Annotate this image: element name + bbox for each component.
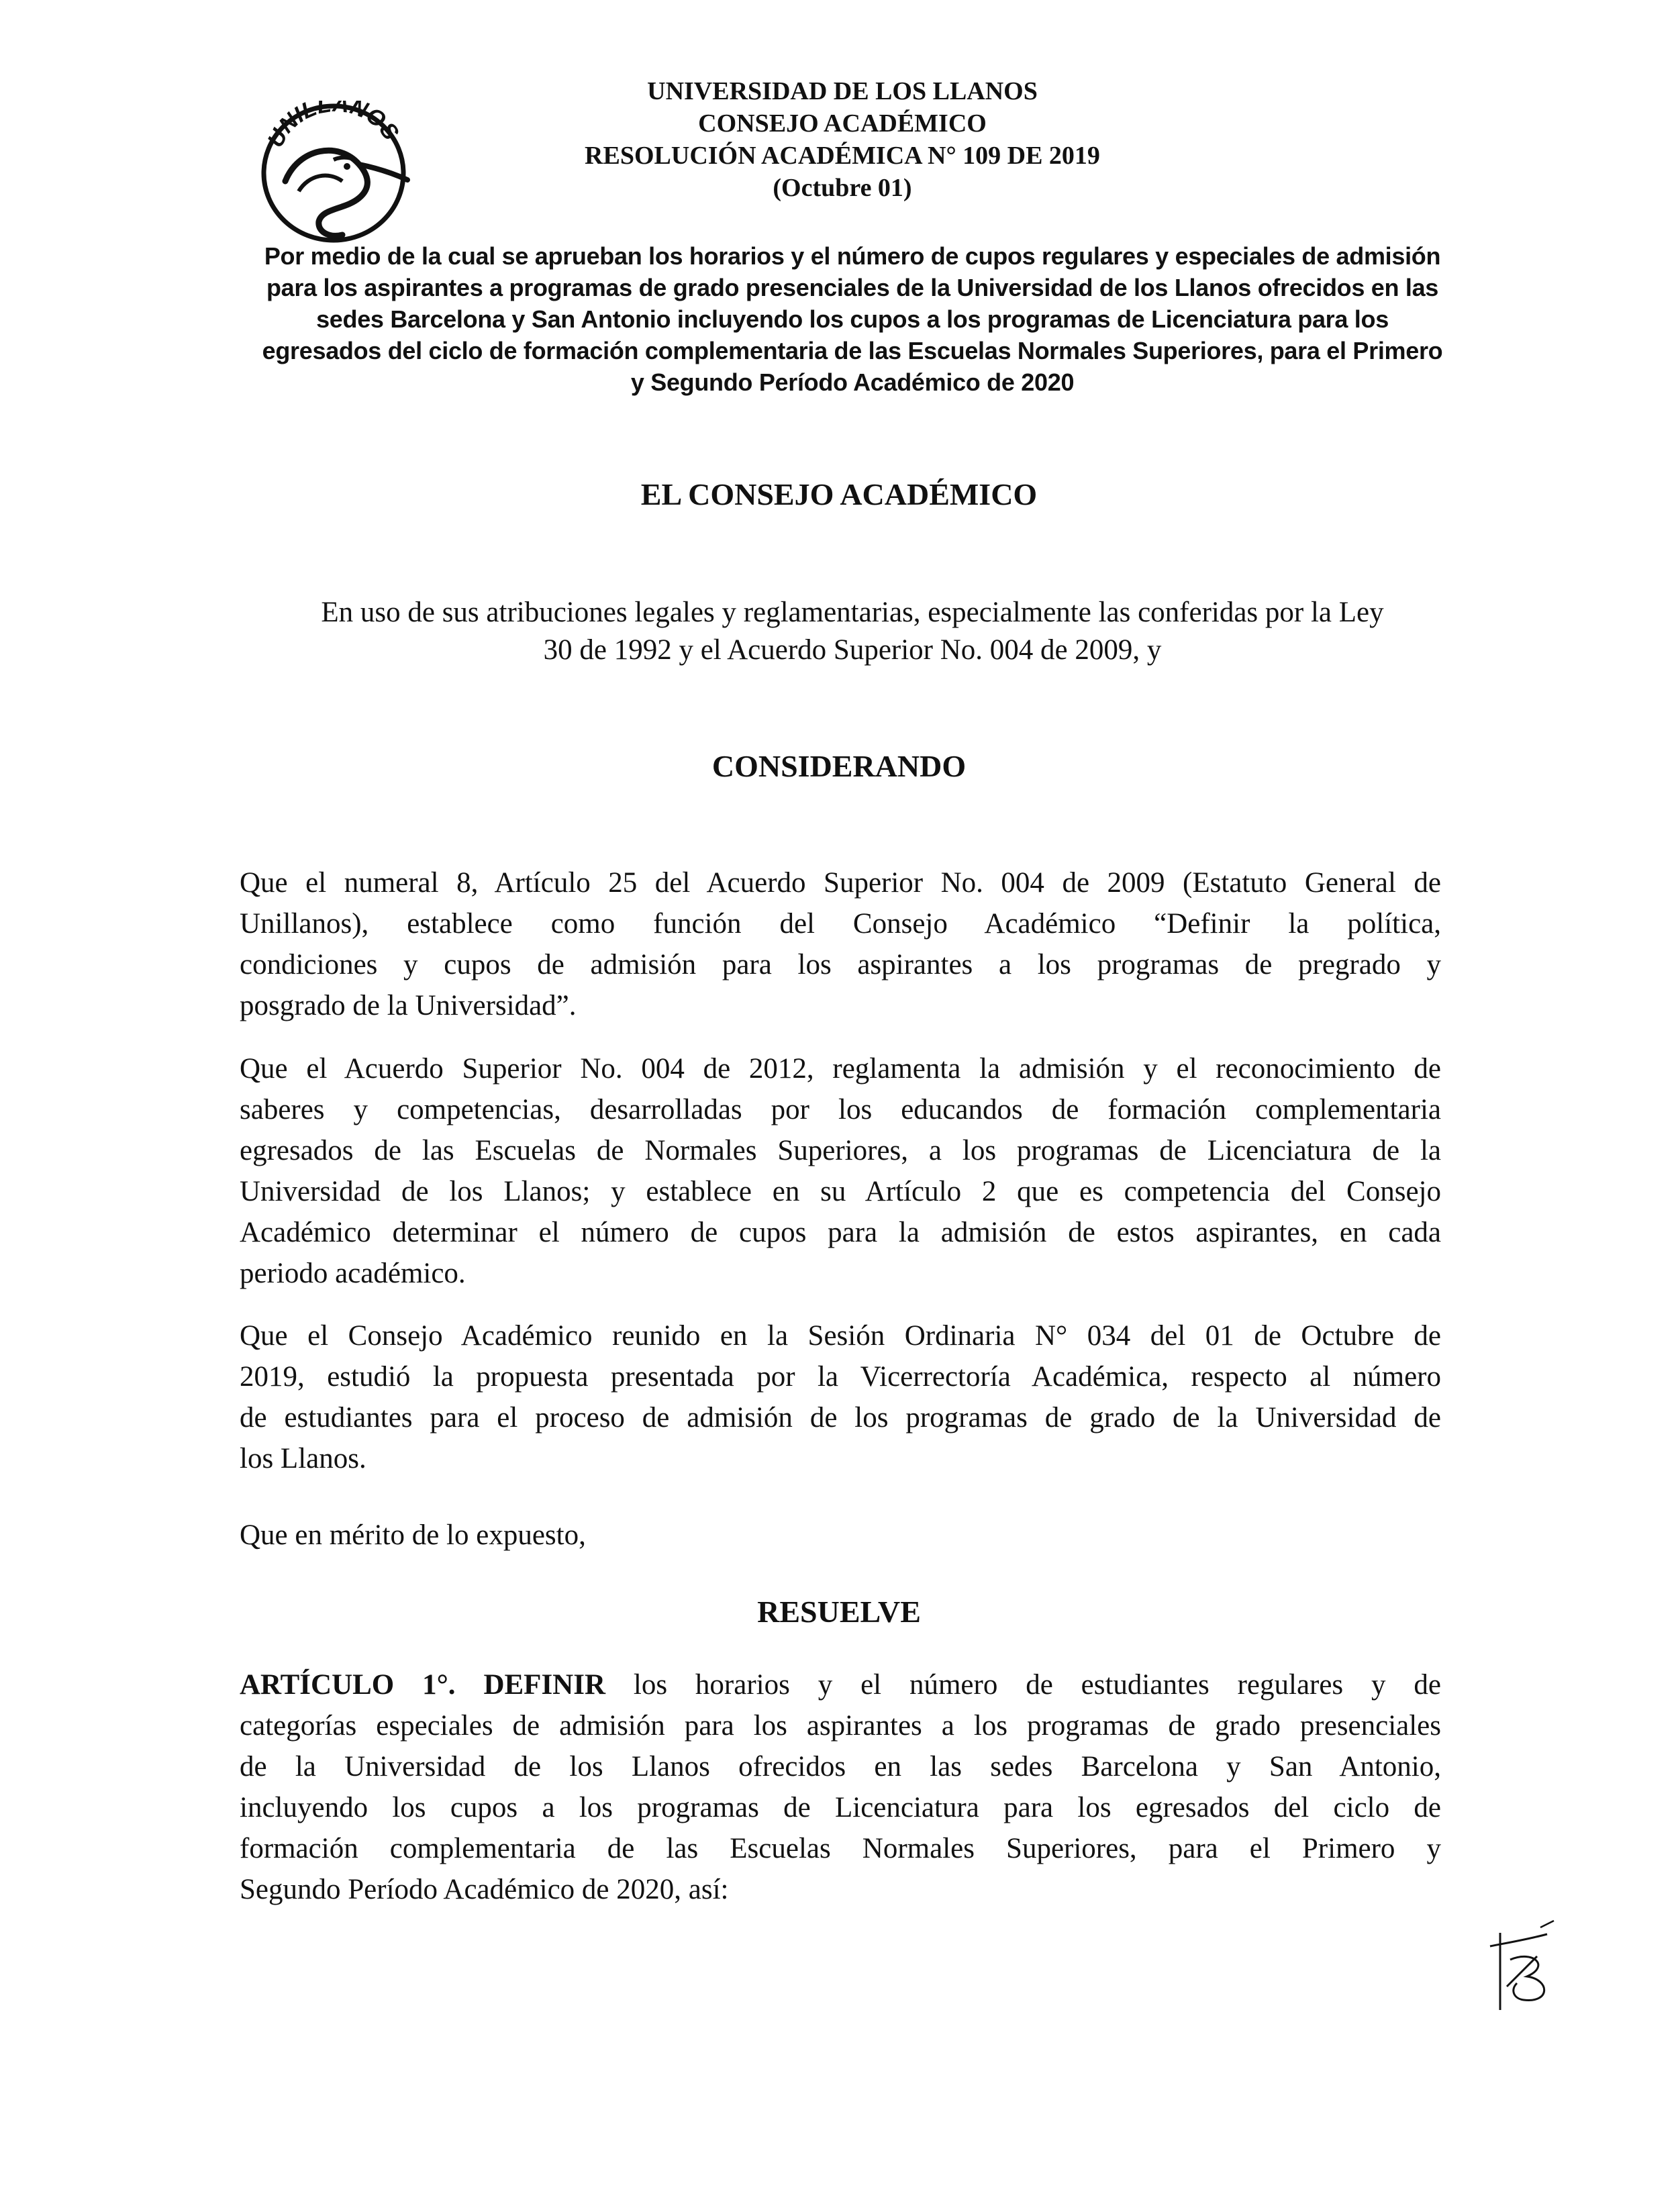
paragraph-line: Que en mérito de lo expuesto, xyxy=(240,1519,586,1551)
paragraph-line: Universidad de los Llanos; y establece en su Artículo 2 que es competencia del Consejo xyxy=(240,1176,1441,1207)
document-header xyxy=(416,75,1269,204)
subject-line: y Segundo Período Académico de 2020 xyxy=(630,368,1075,396)
article-verb: DEFINIR xyxy=(483,1669,606,1701)
paragraph-line: de la Universidad de los Llanos ofrecidos en las sedes Barcelona y San Antonio, xyxy=(240,1751,1441,1782)
unillanos-logo-icon xyxy=(258,101,413,245)
paragraph-line: categorías especiales de admisión para los aspirantes a los programas de grado presenciales xyxy=(240,1710,1441,1742)
university-name: UNIVERSIDAD DE LOS LLANOS xyxy=(647,77,1038,105)
resolution-date: (Octubre 01) xyxy=(773,174,912,202)
paragraph-line: Que el Consejo Académico reunido en la Sesión Ordinaria N° 034 del 01 de Octubre de xyxy=(240,1320,1441,1352)
subject-line: para los aspirantes a programas de grado presenciales de la Universidad de los Llanos ofrecidos en las xyxy=(266,274,1439,301)
council-title: EL CONSEJO ACADÉMICO xyxy=(640,477,1038,511)
preamble xyxy=(228,594,1477,669)
resuelve-heading: RESUELVE xyxy=(757,1595,921,1629)
considerando-heading: CONSIDERANDO xyxy=(711,749,967,783)
preamble-line: En uso de sus atribuciones legales y reglamentarias, especialmente las conferidas por la Ley xyxy=(321,597,1384,628)
article-1 xyxy=(240,1664,1441,1910)
subject-line: Por medio de la cual se aprueban los horarios y el número de cupos regulares y especiales de admisión xyxy=(264,242,1441,270)
paragraph-line: Académico determinar el número de cupos para la admisión de estos aspirantes, en cada xyxy=(240,1217,1441,1248)
paragraph-line: egresados de las Escuelas de Normales Superiores, a los programas de Licenciatura de la xyxy=(240,1135,1441,1166)
article-first-line-text: los horarios y el número de estudiantes regulares y de xyxy=(605,1669,1441,1701)
paragraph-line: posgrado de la Universidad”. xyxy=(240,990,577,1021)
paragraph-line: 2019, estudió la propuesta presentada por la Vicerrectoría Académica, respecto al número xyxy=(240,1361,1441,1393)
subject-line: sedes Barcelona y San Antonio incluyendo los cupos a los programas de Licenciatura para los xyxy=(316,305,1389,333)
resolution-number: RESOLUCIÓN ACADÉMICA N° 109 DE 2019 xyxy=(585,142,1100,170)
paragraph-line: condiciones y cupos de admisión para los aspirantes a los programas de pregrado y xyxy=(240,949,1441,981)
handwritten-initials-icon xyxy=(1487,1919,1561,2013)
considerando-paragraph xyxy=(240,1048,1441,1294)
svg-text:UNILLANOS: UNILLANOS xyxy=(262,101,404,152)
paragraph-line: Que el Acuerdo Superior No. 004 de 2012, reglamenta la admisión y el reconocimiento de xyxy=(240,1053,1441,1085)
council-name: CONSEJO ACADÉMICO xyxy=(698,109,987,138)
paragraph-line: Unillanos), establece como función del Consejo Académico “Definir la política, xyxy=(240,908,1441,940)
article-first-line xyxy=(240,1664,1441,1705)
paragraph-line: de estudiantes para el proceso de admisión de los programas de grado de la Universidad de xyxy=(240,1402,1441,1434)
considerando-paragraph xyxy=(240,1515,1441,1556)
subject-line: egresados del ciclo de formación complementaria de las Escuelas Normales Superiores, para el Primero xyxy=(262,337,1443,364)
preamble-line: 30 de 1992 y el Acuerdo Superior No. 004 de 2009, y xyxy=(543,634,1162,666)
paragraph-line: Que el numeral 8, Artículo 25 del Acuerdo Superior No. 004 de 2009 (Estatuto General de xyxy=(240,867,1441,899)
paragraph-line: periodo académico. xyxy=(240,1258,466,1289)
paragraph-line: los Llanos. xyxy=(240,1443,366,1474)
considerando-paragraph xyxy=(240,862,1441,1026)
paragraph-line: Segundo Período Académico de 2020, así: xyxy=(240,1874,729,1905)
paragraph-line: formación complementaria de las Escuelas Normales Superiores, para el Primero y xyxy=(240,1833,1441,1864)
paragraph-line: saberes y competencias, desarrolladas por los educandos de formación complementaria xyxy=(240,1094,1441,1125)
considerando-paragraph xyxy=(240,1315,1441,1479)
paragraph-line: incluyendo los cupos a los programas de Licenciatura para los egresados del ciclo de xyxy=(240,1792,1441,1823)
article-label: ARTÍCULO 1°. xyxy=(240,1669,456,1701)
resolution-subject xyxy=(228,240,1477,398)
